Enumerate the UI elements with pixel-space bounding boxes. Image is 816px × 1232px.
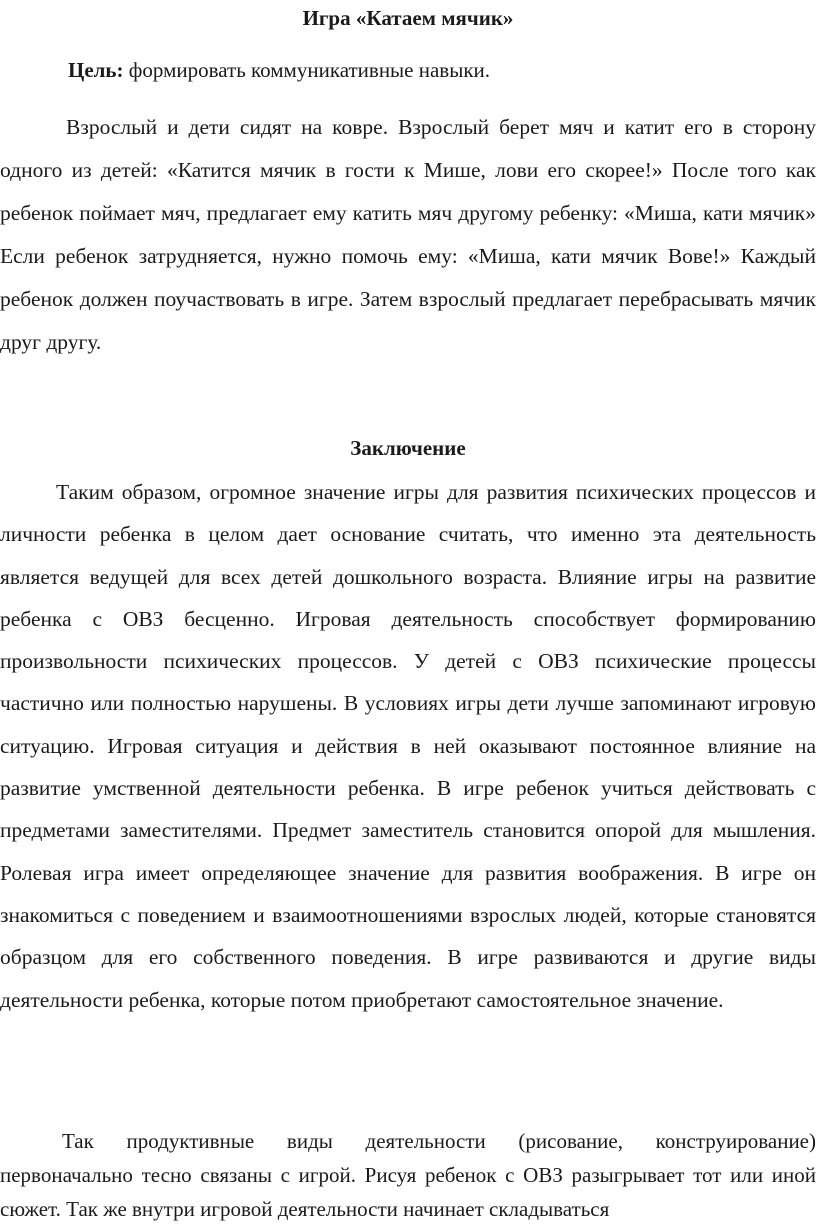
conclusion-paragraph: Таким образом, огромное значение игры для развития психических процессов и личности ребенка в целом дает основание считать, что именно эта деятельность является ведущей для всех детей дошкольного возраста. Влияние игры на развитие ребенка с ОВЗ бесценно. Игровая деятельность способствует формированию произвольности психических процессов. У детей с ОВЗ психические процессы частично или полностью нарушены. В условиях игры дети лучше запоминают игровую ситуацию. Игровая ситуация и действия в ней оказывают постоянное влияние на развитие умственной деятельности ребенка. В игре ребенок учиться действовать с предметами заместителями. Предмет заместитель становится опорой для мышления. Ролевая игра имеет определяющее значение для развития воображения. В игре он знакомиться с поведением и взаимоотношениями взрослых людей, которые становятся образцом для его собственного поведения. В игре развиваются и другие виды деятельности ребенка, которые потом приобретают самостоятельное значение. — [0, 480, 816, 1012]
game-description-paragraph: Взрослый и дети сидят на ковре. Взрослый берет мяч и катит его в сторону одного из детей: «Катится мячик в гости к Мише, лови его скорее!» После того как ребенок поймает мяч, предлагает ему катить мяч другому ребенку: «Миша, кати мячик» Если ребенок затрудняется, нужно помочь ему: «Миша, кати мячик Вове!» Каждый ребенок должен поучаствовать в игре. Затем взрослый предлагает перебрасывать мячик друг другу. — [0, 115, 816, 354]
goal-text: формировать коммуникативные навыки. — [123, 58, 491, 82]
conclusion-heading: Заключение — [350, 436, 466, 460]
goal-line — [68, 56, 490, 84]
goal-label: Цель: — [68, 58, 124, 82]
game-title: Игра «Катаем мячик» — [302, 6, 514, 30]
continuation-paragraph: Так продуктивные виды деятельности (рисование, конструирование) первоначально тесно связаны с игрой. Рисуя ребенок с ОВЗ разыгрывает тот или иной сюжет. Так же внутри игровой деятельности начинает складываться — [0, 1129, 816, 1221]
